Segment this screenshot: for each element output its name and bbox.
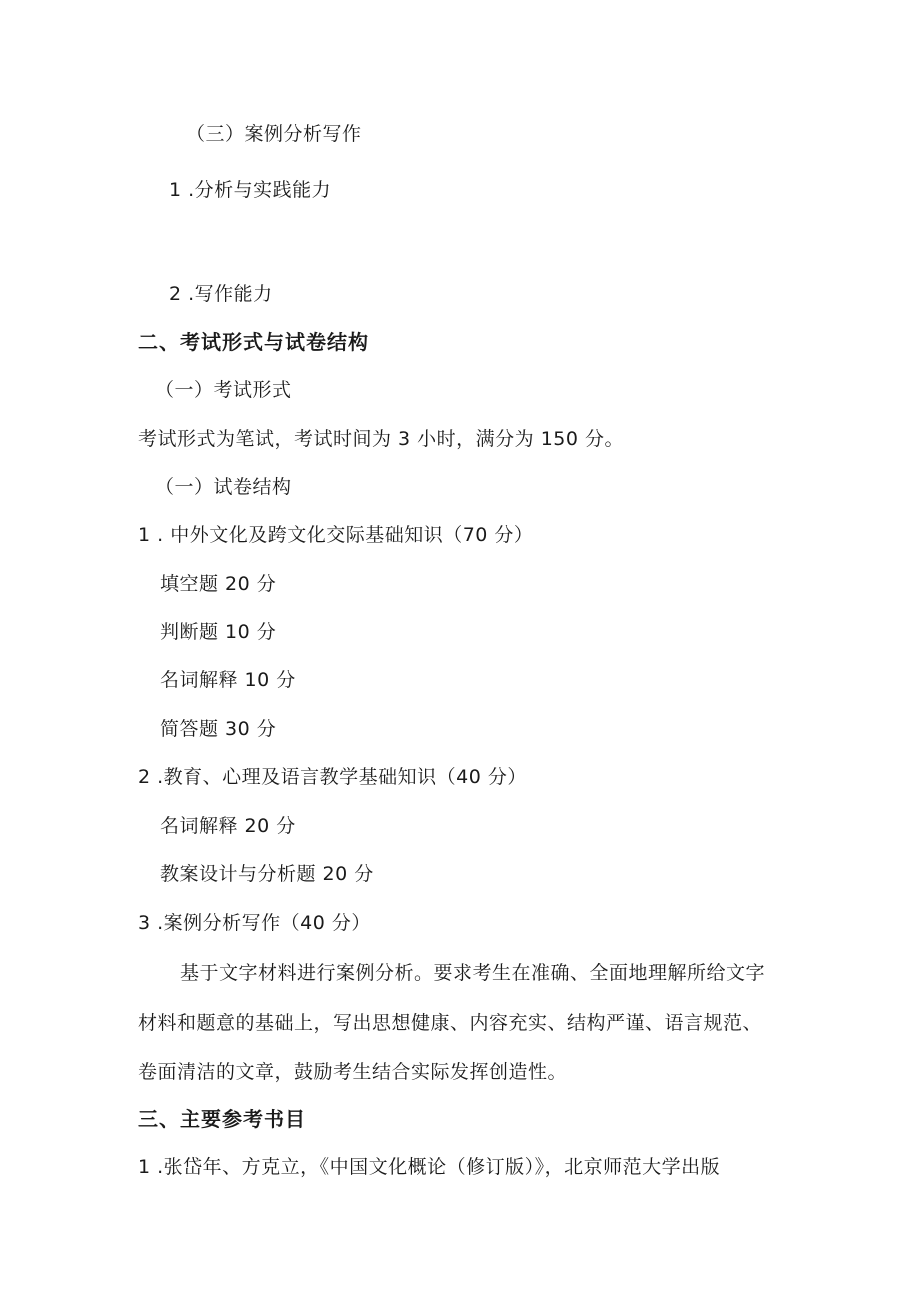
- reference-item-1: 1 .张岱年、方克立，《中国文化概论（修订版）》，北京师范大学出版: [138, 1156, 721, 1178]
- question-term-definition: 名词解释 10 分: [160, 669, 296, 691]
- structure-item-education: 2 .教育、心理及语言教学基础知识（40 分）: [138, 766, 527, 788]
- exam-form-description: 考试形式为笔试，考试时间为 3 小时，满分为 150 分。: [138, 428, 625, 450]
- subsection-paper-structure: （一）试卷结构: [155, 476, 292, 498]
- subsection-case-writing: （三）案例分析写作: [186, 123, 362, 145]
- paragraph-line-1: 基于文字材料进行案例分析。要求考生在准确、全面地理解所给文字: [180, 962, 766, 984]
- question-short-answer: 简答题 30 分: [160, 718, 277, 740]
- paragraph-line-2: 材料和题意的基础上，写出思想健康、内容充实、结构严谨、语言规范、: [138, 1012, 763, 1034]
- item-analysis-ability: 1 .分析与实践能力: [169, 179, 332, 201]
- item-writing-ability: 2 .写作能力: [169, 283, 273, 305]
- structure-item-culture: 1 . 中外文化及跨文化交际基础知识（70 分）: [138, 524, 534, 546]
- question-lesson-plan: 教案设计与分析题 20 分: [160, 863, 374, 885]
- section-heading-references: 三、主要参考书目: [138, 1107, 306, 1131]
- structure-item-case-writing: 3 .案例分析写作（40 分）: [138, 912, 371, 934]
- question-fill-blank: 填空题 20 分: [160, 573, 277, 595]
- question-term-definition-2: 名词解释 20 分: [160, 815, 296, 837]
- subsection-exam-form: （一）考试形式: [155, 379, 292, 401]
- question-true-false: 判断题 10 分: [160, 621, 277, 643]
- section-heading-exam-format: 二、考试形式与试卷结构: [138, 330, 369, 354]
- paragraph-line-3: 卷面清洁的文章，鼓励考生结合实际发挥创造性。: [138, 1061, 568, 1083]
